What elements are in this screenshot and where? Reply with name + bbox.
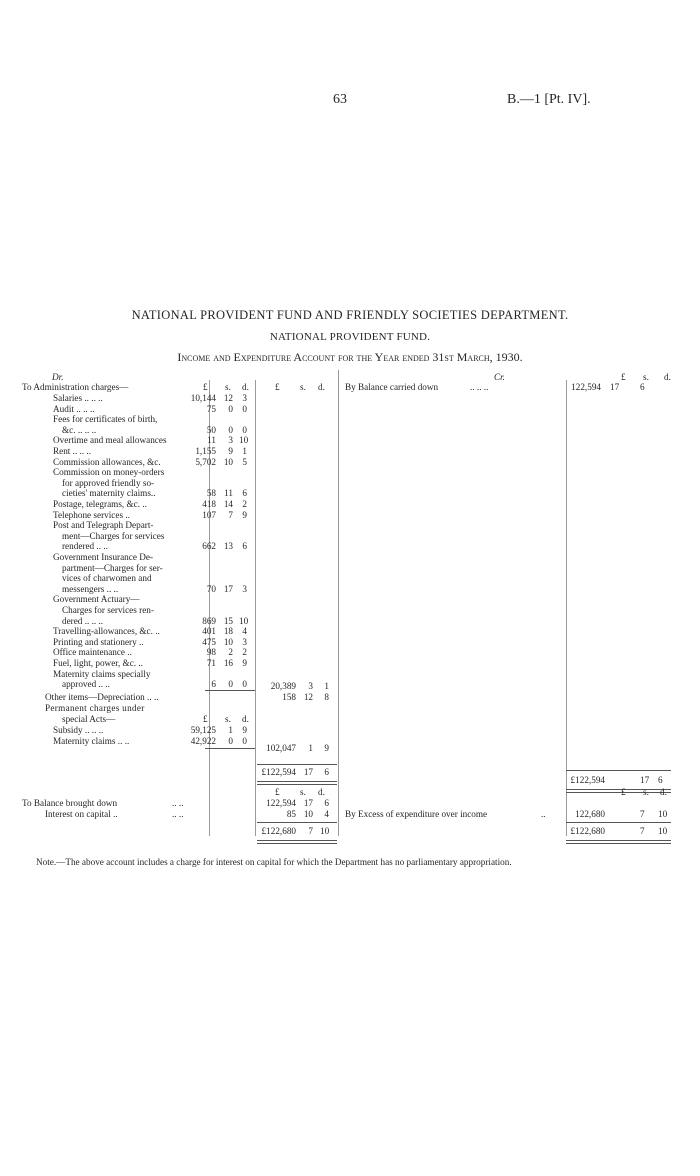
total-rule <box>257 822 337 823</box>
balance-brought-down-dots: .. .. <box>172 798 184 808</box>
debit-item-shillings: 7 <box>228 509 233 520</box>
debit-item-row <box>0 531 700 542</box>
total-rule <box>257 764 337 765</box>
pence-head: d. <box>664 372 671 382</box>
debit-item-row <box>0 647 700 658</box>
balance-brought-down-label: To Balance brought down <box>22 798 118 808</box>
footnote: Note.—The above account includes a charge for interest on capital for which the Department has no parliamentary appropriation. <box>36 857 512 867</box>
admin-total-pounds: 20,389 <box>270 681 296 691</box>
cr-balance-pence: 6 <box>640 382 645 392</box>
debit-item-pence: 5 <box>242 456 247 467</box>
cr-heading: Cr. <box>494 372 505 382</box>
pound-head: £ <box>621 787 626 797</box>
credit-total-pounds: £122,594 <box>570 775 605 785</box>
debit-item-pence: 3 <box>242 636 247 647</box>
debit-item-row <box>0 573 700 584</box>
debit-item-label: Salaries .. .. .. <box>53 393 103 403</box>
permanent-total-row <box>0 743 700 754</box>
excess-dots: .. <box>541 809 546 819</box>
debit-final-total-pence: 10 <box>320 826 330 836</box>
excess-shillings: 7 <box>640 809 645 819</box>
debit-item-pence: 0 <box>242 424 247 435</box>
permanent-total-shillings: 1 <box>308 743 313 753</box>
debit-item-pounds: 71 <box>206 658 216 668</box>
cr-currency-heads <box>0 372 700 383</box>
debit-item-pounds: 10,144 <box>190 393 216 403</box>
credit-total-pence: 6 <box>658 775 663 785</box>
debit-item-label: Government Insurance De- <box>53 552 153 562</box>
subsidy-shillings: 1 <box>228 725 233 735</box>
debit-item-row <box>0 467 700 478</box>
debit-item-label: Audit .. .. .. <box>53 403 95 414</box>
debit-item-row <box>0 404 700 415</box>
pound-head: £ <box>203 382 208 392</box>
subsidy-pounds: 59,125 <box>190 725 216 735</box>
double-rule <box>566 840 671 844</box>
debit-item-label: Office maintenance .. <box>53 647 132 658</box>
dr-heading: Dr. <box>52 372 64 382</box>
maternity-claims-pence: 0 <box>242 736 247 746</box>
subsidy-label: Subsidy .. .. .. <box>53 725 104 735</box>
debit-item-label: Telephone services .. <box>53 509 130 520</box>
debit-item-pounds: 475 <box>202 636 216 647</box>
debit-item-row <box>0 584 700 595</box>
debit-item-pence: 10 <box>239 435 249 446</box>
debit-item-shillings: 10 <box>223 456 233 467</box>
debit-item-row <box>0 605 700 616</box>
debit-item-shillings: 18 <box>223 626 233 637</box>
debit-item-pounds: 11 <box>207 435 216 446</box>
debit-item-row <box>0 616 700 627</box>
debit-item-row <box>0 414 700 425</box>
other-items-pence: 8 <box>324 692 329 702</box>
debit-item-row <box>0 393 700 404</box>
excess-pence: 10 <box>658 809 668 819</box>
credit-total-shillings: 17 <box>640 775 650 785</box>
shilling-head: s. <box>300 382 306 392</box>
interest-row <box>0 809 700 820</box>
debit-item-shillings: 0 <box>228 424 233 435</box>
debit-item-row <box>0 499 700 510</box>
credit-final-total-pounds: £122,680 <box>570 826 605 836</box>
debit-item-shillings: 11 <box>224 488 233 499</box>
balance-brought-down-row <box>0 798 700 809</box>
debit-item-shillings: 15 <box>223 615 233 626</box>
debit-item-row <box>0 510 700 521</box>
lead-row <box>0 382 700 393</box>
debit-item-pounds: 5,702 <box>195 456 216 467</box>
shilling-head: s. <box>300 787 306 797</box>
debit-item-row <box>0 457 700 468</box>
debit-item-label: Maternity claims specially <box>53 668 151 679</box>
double-rule <box>257 840 337 844</box>
debit-item-pence: 6 <box>242 488 247 499</box>
credit-total-row <box>0 775 700 786</box>
debit-item-pence: 0 <box>242 679 247 690</box>
pence-head: d. <box>318 382 325 392</box>
debit-item-row <box>0 478 700 489</box>
pence-head: d. <box>318 787 325 797</box>
debit-item-pounds: 58 <box>206 488 216 499</box>
permanent-charges-row <box>0 703 700 714</box>
page-number: 63 <box>333 92 347 107</box>
debit-item-row <box>0 594 700 605</box>
final-total-row <box>0 826 700 837</box>
debit-item-pounds: 869 <box>202 615 216 626</box>
cr-balance-pounds: 122,594 <box>571 382 601 392</box>
debit-item-pounds: 1,155 <box>195 446 216 456</box>
debit-item-row <box>0 637 700 648</box>
debit-item-label: Rent .. .. .. <box>53 446 92 456</box>
debit-item-shillings: 3 <box>228 435 233 446</box>
debit-item-label: rendered .. .. <box>62 541 108 552</box>
debit-item-shillings: 9 <box>228 446 233 456</box>
debit-item-pence: 1 <box>242 446 247 456</box>
debit-item-label: Fees for certificates of birth, <box>53 414 158 425</box>
debit-item-label: Commission allowances, &c. <box>53 456 161 467</box>
permanent-total-pounds: 102,047 <box>266 743 296 753</box>
other-items-row <box>0 692 700 703</box>
debit-item-label: messengers .. .. <box>62 583 119 594</box>
debit-item-pounds: 107 <box>202 509 216 520</box>
debit-final-total-pounds: £122,680 <box>261 826 296 836</box>
cr-balance-dots: .. .. .. <box>470 382 489 392</box>
debit-item-pounds: 70 <box>206 583 216 594</box>
debit-item-row <box>0 435 700 446</box>
debit-item-row <box>0 626 700 637</box>
debit-item-shillings: 0 <box>228 403 233 414</box>
debit-item-shillings: 14 <box>223 499 233 509</box>
other-items-pounds: 158 <box>282 692 296 702</box>
maternity-claims-label: Maternity claims .. .. <box>53 736 130 746</box>
other-items-shillings: 12 <box>303 692 313 702</box>
balance-brought-down-pounds: 122,594 <box>266 798 296 808</box>
admin-total-pence: 1 <box>324 681 329 691</box>
debit-grand-total-pounds: £122,594 <box>261 767 296 777</box>
debit-item-pence: 9 <box>242 658 247 668</box>
balance-brought-down-shillings: 17 <box>303 798 313 808</box>
debit-item-label: vices of charwomen and <box>62 573 152 584</box>
balance-brought-down-pence: 6 <box>324 798 329 808</box>
debit-item-label: Post and Telegraph Depart- <box>53 520 154 531</box>
debit-item-row <box>0 520 700 531</box>
debit-item-pence: 2 <box>242 499 247 509</box>
second-heads-row <box>0 787 700 798</box>
debit-item-shillings: 12 <box>223 393 233 403</box>
debit-item-row <box>0 425 700 436</box>
shilling-head: s. <box>225 714 231 724</box>
admin-total-shillings: 3 <box>308 681 313 691</box>
debit-item-pounds: 98 <box>206 647 216 658</box>
debit-item-shillings: 10 <box>223 636 233 647</box>
debit-item-shillings: 2 <box>228 647 233 658</box>
debit-item-label: Government Actuary— <box>53 594 140 605</box>
debit-item-pence: 6 <box>242 541 247 552</box>
debit-item-pence: 0 <box>242 403 247 414</box>
debit-item-pounds: 50 <box>206 424 216 435</box>
subsidy-pence: 9 <box>242 725 247 735</box>
debit-item-row <box>0 563 700 574</box>
admin-charges-lead: To Administration charges— <box>22 382 129 392</box>
debit-grand-total-shillings: 17 <box>303 767 313 777</box>
debit-item-pounds: 75 <box>206 403 216 414</box>
debit-grand-total-pence: 6 <box>324 767 329 777</box>
debit-item-pounds: 6 <box>211 679 216 690</box>
interest-dots: .. .. <box>172 809 184 819</box>
subsidy-row <box>0 725 700 736</box>
pound-head: £ <box>275 787 280 797</box>
department-title: NATIONAL PROVIDENT FUND AND FRIENDLY SOCIETIES DEPARTMENT. <box>131 308 569 322</box>
debit-item-label: dered .. .. .. <box>62 615 104 626</box>
debit-item-shillings: 16 <box>223 658 233 668</box>
debit-item-row <box>0 541 700 552</box>
special-acts-row <box>0 714 700 725</box>
pound-head: £ <box>275 382 280 392</box>
debit-item-pounds: 401 <box>202 626 216 637</box>
debit-item-pence: 3 <box>242 583 247 594</box>
special-acts-label: special Acts— <box>62 714 116 724</box>
debit-item-label: Fuel, light, power, &c. .. <box>53 658 143 668</box>
debit-item-label: Printing and stationery .. <box>53 636 144 647</box>
admin-total-row <box>0 681 700 692</box>
shilling-head: s. <box>643 787 649 797</box>
debit-item-label: Charges for services ren- <box>62 605 154 615</box>
total-rule <box>566 770 671 771</box>
debit-item-pence: 3 <box>242 393 247 403</box>
debit-item-row <box>0 658 700 669</box>
debit-item-label: Commission on money-orders <box>53 467 165 478</box>
debit-item-shillings: 13 <box>223 541 233 552</box>
other-items-label: Other items—Depreciation .. .. <box>45 692 159 702</box>
pence-head: d. <box>242 382 249 392</box>
debit-item-pence: 2 <box>242 647 247 658</box>
fund-title: NATIONAL PROVIDENT FUND. <box>269 331 431 343</box>
debit-item-label: Travelling-allowances, &c. .. <box>53 626 160 637</box>
debit-item-row <box>0 446 700 457</box>
permanent-total-pence: 9 <box>324 743 329 753</box>
pound-head: £ <box>203 714 208 724</box>
debit-item-label: ment—Charges for services <box>62 530 165 541</box>
debit-item-row <box>0 669 700 680</box>
debit-item-shillings: 0 <box>228 679 233 690</box>
interest-label: Interest on capital .. <box>45 809 118 819</box>
debit-item-label: &c. .. .. .. <box>62 424 97 435</box>
debit-item-pounds: 662 <box>202 541 216 552</box>
pence-head: d. <box>660 787 667 797</box>
debit-item-row <box>0 552 700 563</box>
permanent-charges-label: Permanent charges under <box>45 703 145 713</box>
debit-item-label: cieties' maternity claims.. <box>62 488 156 499</box>
cr-balance-shillings: 17 <box>610 382 620 392</box>
credit-final-total-pence: 10 <box>658 826 668 836</box>
interest-shillings: 10 <box>303 809 313 819</box>
excess-pounds: 122,680 <box>575 809 605 819</box>
debit-item-label: for approved friendly so- <box>62 477 155 488</box>
debit-item-pence: 4 <box>242 626 247 637</box>
debit-item-pence: 10 <box>239 615 249 626</box>
credit-final-total-shillings: 7 <box>640 826 645 836</box>
maternity-claims-shillings: 0 <box>228 736 233 746</box>
shilling-head: s. <box>225 382 231 392</box>
shilling-head: s. <box>643 372 649 382</box>
pence-head: d. <box>242 714 249 724</box>
debit-item-shillings: 17 <box>223 583 233 594</box>
account-title: Income and Expenditure Account for the Year ended 31st March, 1930. <box>177 350 523 364</box>
debit-item-pounds: 418 <box>202 499 216 509</box>
debit-final-total-shillings: 7 <box>308 826 313 836</box>
interest-pence: 4 <box>324 809 329 819</box>
debit-item-label: partment—Charges for ser- <box>62 562 163 573</box>
debit-item-label: Postage, telegrams, &c. .. <box>53 499 147 509</box>
debit-item-pence: 9 <box>242 509 247 520</box>
document-reference: B.—1 [Pt. IV]. <box>507 92 591 107</box>
excess-label: By Excess of expenditure over income <box>345 809 488 819</box>
maternity-claims-pounds: 42,922 <box>190 736 216 746</box>
cr-balance-label: By Balance carried down <box>345 382 439 392</box>
debit-item-label: Overtime and meal allowances <box>53 435 167 446</box>
pound-head: £ <box>621 372 626 382</box>
debit-item-label: approved .. .. <box>62 679 110 690</box>
total-rule <box>566 822 671 823</box>
interest-pounds: 85 <box>286 809 296 819</box>
debit-item-row <box>0 488 700 499</box>
